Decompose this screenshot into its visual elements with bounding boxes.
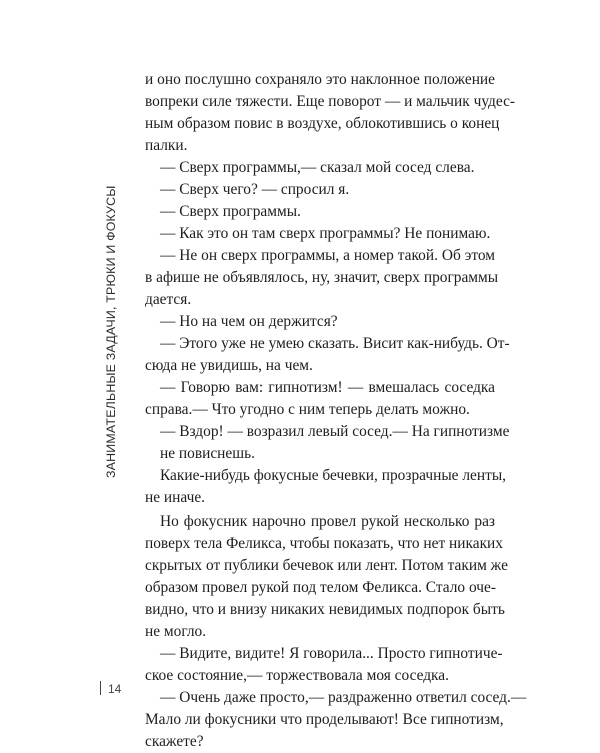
- text-line: Какие-нибудь фокусные бечевки, прозрачные ленты,: [160, 467, 507, 484]
- text-line: — Этого уже не умею сказать. Висит как-нибудь. От-: [160, 335, 510, 352]
- text-line: — Очень даже просто,— раздраженно ответил сосед.—: [160, 689, 527, 706]
- text-line: справа.— Что угодно с ним теперь делать можно.: [145, 401, 470, 418]
- text-line: — Вздор! — возразил левый сосед.— На гипнотизме: [160, 423, 510, 440]
- text-line: сюда не увидишь, на чем.: [145, 357, 313, 374]
- text-line: не могло.: [145, 623, 207, 640]
- page-number-block: [100, 681, 121, 696]
- text-line: образом провел рукой под телом Феликса. Стало оче-: [145, 579, 496, 596]
- text-line: — Не он сверх программы, а номер такой. Об этом: [160, 247, 495, 264]
- text-line: видно, что и внизу никаких невидимых подпорок быть: [145, 601, 505, 618]
- text-line: ным образом повис в воздухе, облокотившись о конец: [145, 115, 500, 132]
- text-line: скрытых от публики бечевок или лент. Потом таким же: [145, 557, 508, 574]
- text-line: поверх тела Феликса, чтобы показать, что нет никаких: [145, 535, 503, 552]
- text-line: скажете?: [145, 733, 204, 750]
- text-line: Но фокусник нарочно провел рукой несколько раз: [160, 513, 495, 530]
- text-line: ское состояние,— торжествовала моя соседка.: [145, 667, 449, 684]
- text-line: — Сверх программы.: [160, 203, 301, 220]
- text-line: — Говорю вам: гипнотизм! — вмешалась соседка: [160, 379, 495, 396]
- folio-divider: [100, 681, 101, 695]
- text-line: вопреки силе тяжести. Еще поворот — и мальчик чудес-: [145, 93, 516, 110]
- page-number: 14: [108, 682, 122, 696]
- text-line: палки.: [145, 137, 188, 154]
- text-line: не повиснешь.: [160, 445, 255, 462]
- text-line: Мало ли фокусники что проделывают! Все гипнотизм,: [145, 711, 504, 728]
- text-line: дается.: [145, 291, 192, 308]
- text-line: и оно послушно сохраняло это наклонное положение: [145, 71, 495, 88]
- text-line: — Сверх программы,— сказал мой сосед слева.: [160, 159, 475, 176]
- running-head: ЗАНИМАТЕЛЬНЫЕ ЗАДАЧИ, ТРЮКИ И ФОКУСЫ: [104, 185, 118, 478]
- text-line: в афише не объявлялось, ну, значит, сверх программы: [145, 269, 499, 286]
- text-line: — Но на чем он держится?: [160, 313, 338, 330]
- text-line: — Видите, видите! Я говорила... Просто гипнотиче-: [160, 645, 503, 662]
- text-line: не иначе.: [145, 489, 206, 506]
- text-line: — Как это он там сверх программы? Не понимаю.: [160, 225, 491, 242]
- text-line: — Сверх чего? — спросил я.: [160, 181, 350, 198]
